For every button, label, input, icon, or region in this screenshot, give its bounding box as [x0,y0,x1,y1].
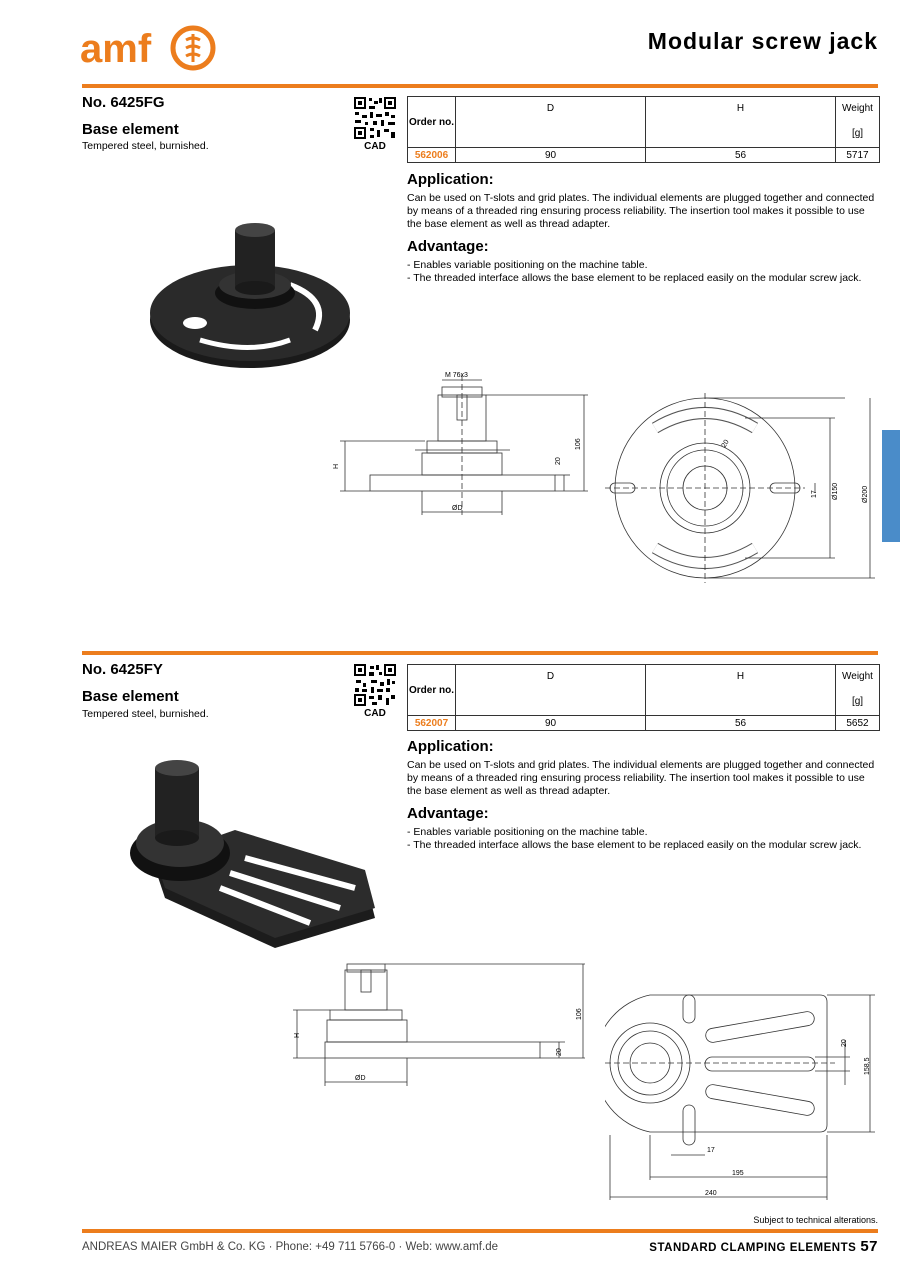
advantage-item: - Enables variable positioning on the machine table. [407,826,648,838]
qr-code-icon[interactable] [353,663,397,707]
product-description: Tempered steel, burnished. [82,708,209,720]
header-divider [82,84,878,88]
order-number[interactable]: 562006 [408,148,456,163]
dim-106: 106 [576,1008,583,1020]
dim-240: 240 [705,1190,717,1197]
alterations-note: Subject to technical alterations. [753,1215,878,1225]
technical-drawing-side [285,958,590,1090]
section-name: STANDARD CLAMPING ELEMENTS [649,1242,857,1254]
dim-20b: 20 [841,1039,848,1047]
cell-d: 90 [456,716,646,731]
spec-table [407,96,880,163]
product-number: No. 6425FY [82,661,163,678]
page-title: Modular screw jack [647,28,878,54]
advantage-item: - The threaded interface allows the base element to be replaced easily on the modular screw jack. [407,839,862,851]
cad-label: CAD [364,141,386,152]
weight-unit: [g] [851,696,864,707]
weight-label: Weight [842,103,873,114]
col-order-no: Order no. [408,97,456,148]
technical-drawing-top [605,985,885,1205]
dim-195: 195 [732,1170,744,1177]
dim-106: 106 [575,438,582,450]
col-h: H [646,97,836,148]
product-photo [140,215,360,380]
application-text: Can be used on T-slots and grid plates. The individual elements are plugged together and connected by means of a threaded ring ensuring process reliability. The insertion tool makes it possible to use the base element as well as thread adapter. [407,192,875,230]
product-name: Base element [82,121,179,138]
product-photo [125,758,385,953]
weight-unit: [g] [851,128,864,139]
footer-divider [82,1229,878,1233]
col-weight [836,665,880,716]
weight-label: Weight [842,671,873,682]
spec-table [407,664,880,731]
dim-17: 17 [811,490,818,498]
table-row [408,716,880,731]
technical-drawing-side [330,365,595,520]
table-header-row [408,665,880,716]
dim-17: 17 [707,1147,715,1154]
advantage-heading: Advantage: [407,805,489,822]
cell-d: 90 [456,148,646,163]
dim-h: H [294,1032,301,1038]
amf-logo [80,24,220,74]
cell-h: 56 [646,716,836,731]
table-row [408,148,880,163]
dim-d: ØD [355,1075,366,1082]
dim-h: H [333,463,340,469]
order-number[interactable]: 562007 [408,716,456,731]
company-info: ANDREAS MAIER GmbH & Co. KG · Phone: +49 711 5766-0 · Web: www.amf.de [82,1241,498,1253]
dim-d: ØD [452,505,463,512]
footer-section [649,1238,878,1255]
qr-code-icon[interactable] [353,96,397,140]
col-d: D [456,97,646,148]
advantage-item: - The threaded interface allows the base element to be replaced easily on the modular screw jack. [407,272,862,284]
cell-weight: 5717 [836,148,880,163]
application-heading: Application: [407,738,494,755]
cad-label: CAD [364,708,386,719]
technical-drawing-top [605,388,885,588]
cell-weight: 5652 [836,716,880,731]
col-h: H [646,665,836,716]
application-text: Can be used on T-slots and grid plates. The individual elements are plugged together and connected by means of a threaded ring ensuring process reliability. The insertion tool makes it possible to use the base element as well as thread adapter. [407,759,875,797]
dim-150: Ø150 [832,482,839,500]
dim-200: Ø200 [862,485,869,503]
advantage-heading: Advantage: [407,238,489,255]
dim-158: 158,5 [864,1057,871,1075]
dim-20: 20 [555,457,562,465]
product-description: Tempered steel, burnished. [82,140,209,152]
logo-text: amf [80,27,152,71]
col-order-no: Order no. [408,665,456,716]
dim-20: 20 [556,1048,563,1056]
product-number: No. 6425FG [82,94,165,111]
advantage-item: - Enables variable positioning on the machine table. [407,259,648,271]
application-heading: Application: [407,171,494,188]
product-name: Base element [82,688,179,705]
cell-h: 56 [646,148,836,163]
product-divider [82,651,878,655]
col-d: D [456,665,646,716]
page-number: 57 [860,1238,878,1255]
dim-thread: M 76x3 [445,372,468,379]
table-header-row [408,97,880,148]
dim-20b: 20 [720,438,731,449]
col-weight [836,97,880,148]
